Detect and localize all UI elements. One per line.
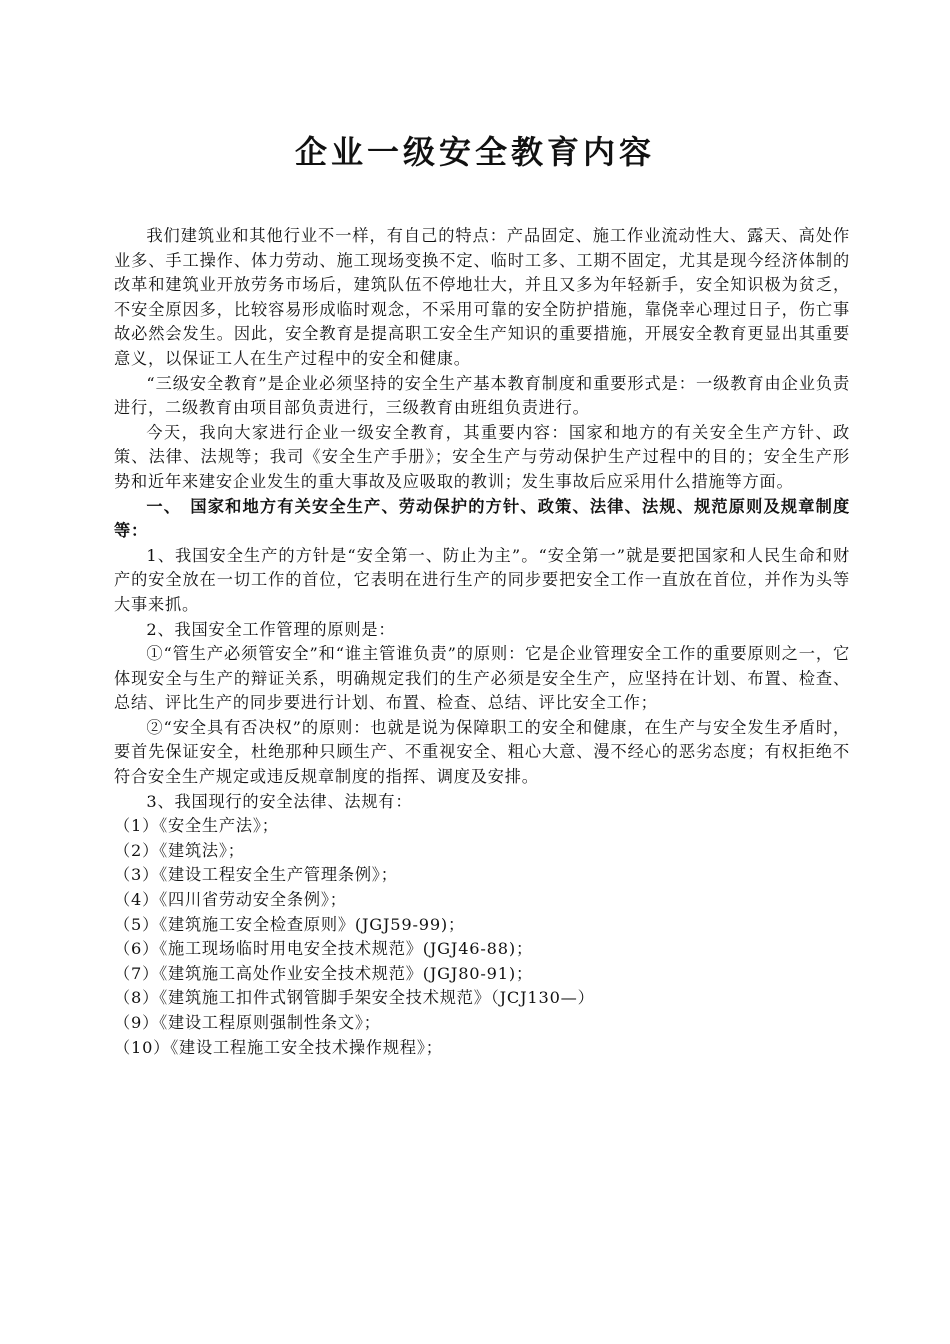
law-item: （7）《建筑施工高处作业安全技术规范》(JGJ80-91)；	[114, 963, 533, 983]
law-item: （10）《建设工程施工安全技术操作规程》；	[114, 1037, 443, 1057]
law-item: （3）《建设工程安全生产管理条例》；	[114, 865, 398, 885]
law-item: （6）《施工现场临时用电安全技术规范》(JGJ46-88)；	[114, 939, 533, 959]
document-body	[114, 224, 850, 1060]
section-1-heading: 一、 国家和地方有关安全生产、劳动保护的方针、政策、法律、法规、规范原则及规章制度等：	[114, 496, 850, 541]
law-item: （1）《安全生产法》；	[114, 816, 279, 836]
law-item: （4）《四川省劳动安全条例》；	[114, 890, 347, 910]
law-item: （8）《建筑施工扣件式钢管脚手架安全技术规范》（JCJ130—）	[114, 988, 595, 1008]
point-1-paragraph: 1、我国安全生产的方针是“安全第一、防止为主”。“安全第一”就是要把国家和人民生命和财产的安全放在一切工作的首位，它表明在进行生产的同步要把安全工作一直放在首位，并作为头等大事来抓。	[114, 545, 850, 614]
point-3-paragraph: 3、我国现行的安全法律、法规有：	[146, 791, 413, 811]
three-level-paragraph: “三级安全教育”是企业必须坚持的安全生产基本教育制度和重要形式是：一级教育由企业负责进行，二级教育由项目部负责进行，三级教育由班组负责进行。	[114, 373, 850, 418]
intro-paragraph: 我们建筑业和其他行业不一样，有自己的特点：产品固定、施工作业流动性大、露天、高处作业多、手工操作、体力劳动、施工现场变换不定、临时工多、工期不固定，尤其是现今经济体制的改革和建筑业开放劳务市场后，建筑队伍不停地壮大，并且又多为年轻新手，安全知识极为贫乏，不安全原因多，比较容易形成临时观念，不采用可靠的安全防护措施，靠侥幸心理过日子，伤亡事故必然会发生。因此，安全教育是提高职工安全生产知识的重要措施，开展安全教育更显出其重要意义，以保证工人在生产过程中的安全和健康。	[114, 226, 850, 368]
law-item: （2）《建筑法》；	[114, 840, 245, 860]
today-paragraph: 今天，我向大家进行企业一级安全教育，其重要内容：国家和地方的有关安全生产方针、政策、法律、法规等；我司《安全生产手册》；安全生产与劳动保护生产过程中的目的；安全生产形势和近年来建安企业发生的重大事故及应吸取的教训；发生事故后应采用什么措施等方面。	[114, 422, 850, 491]
point-2a-paragraph: ①“管生产必须管安全”和“谁主管谁负责”的原则：它是企业管理安全工作的重要原则之一，它体现安全与生产的辩证关系，明确规定我们的生产必须是安全生产，应坚持在计划、布置、检查、总结、评比生产的同步要进行计划、布置、检查、总结、评比安全工作；	[114, 644, 850, 713]
point-2-paragraph: 2、我国安全工作管理的原则是：	[146, 619, 396, 639]
law-item: （5）《建筑施工安全检查原则》(JGJ59-99)；	[114, 914, 466, 934]
document-title: 企业一级安全教育内容	[294, 133, 655, 171]
point-2b-paragraph: ②“安全具有否决权”的原则：也就是说为保障职工的安全和健康，在生产与安全发生矛盾时，要首先保证安全，杜绝那种只顾生产、不重视安全、粗心大意、漫不经心的恶劣态度；有权拒绝不符合安全生产规定或违反规章制度的指挥、调度及安排。	[114, 717, 850, 787]
law-item: （9）《建设工程原则强制性条文》；	[114, 1013, 381, 1032]
